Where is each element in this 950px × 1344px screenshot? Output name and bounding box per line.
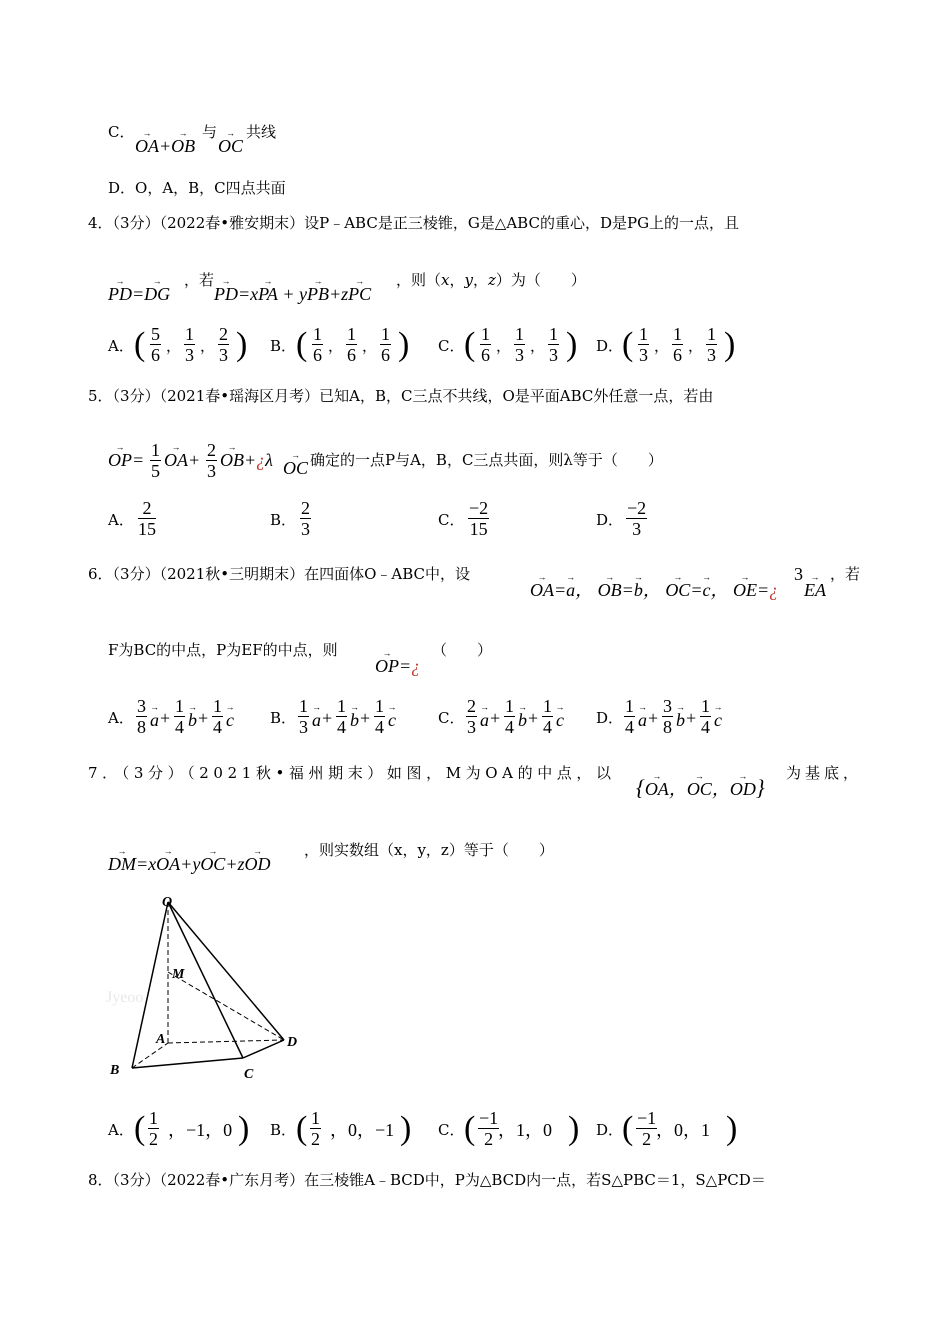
q7-frac bbox=[636, 1108, 657, 1149]
q6-vector-sym: → b bbox=[676, 710, 685, 730]
q5-frac-den: 3 bbox=[301, 519, 310, 539]
q6-frac bbox=[336, 696, 347, 737]
q6-vector-sym: → b bbox=[518, 710, 527, 730]
q7-paren-close: ) bbox=[568, 1110, 580, 1147]
q4-frac-num: 1 bbox=[549, 324, 558, 344]
q6-plus: + bbox=[322, 708, 333, 728]
q4-paren-open: ( bbox=[296, 326, 308, 363]
q4-frac-num: 1 bbox=[313, 324, 322, 344]
q6-frac-den: 3 bbox=[467, 717, 476, 737]
q6-frac-num: 1 bbox=[701, 696, 710, 716]
q5-frac-num: −2 bbox=[627, 498, 647, 518]
q6-option-label: D． bbox=[596, 709, 624, 727]
q4-frac-den: 3 bbox=[185, 345, 194, 365]
q6-option-label: B． bbox=[270, 709, 297, 727]
q6-defs: → OA=→ a， → OB=→ b， → OC=→ c， → OE=¿ bbox=[530, 580, 778, 600]
q5-vec-oa: → OA+ bbox=[164, 450, 200, 470]
q6-frac-num: 1 bbox=[505, 696, 514, 716]
q5-option-label: B． bbox=[270, 511, 297, 529]
q4-frac bbox=[312, 324, 323, 365]
q4-frac bbox=[184, 324, 195, 365]
q6-three: 3 bbox=[794, 564, 803, 584]
q5-frac bbox=[138, 498, 156, 539]
q6-vector-b bbox=[188, 710, 197, 730]
q6-op: → OP=¿ bbox=[375, 656, 420, 676]
q7-frac-den: 2 bbox=[642, 1129, 652, 1149]
q7-frac bbox=[148, 1108, 159, 1149]
q5-frac-den: 15 bbox=[469, 519, 488, 539]
q6-vector-b bbox=[350, 710, 359, 730]
q7-frac-den: 2 bbox=[311, 1129, 320, 1149]
q6-frac bbox=[174, 696, 185, 737]
q7-frac-num: 1 bbox=[149, 1108, 158, 1128]
q6-vector-a bbox=[638, 710, 647, 730]
q4-stem: 4．（3分）（2022春•雅安期末）设P﹣ABC是正三棱锥，G是△ABC的重心，D是PG上的一点，且 bbox=[88, 214, 740, 232]
q4-frac-num: 1 bbox=[481, 324, 490, 344]
q6-frac-num: 2 bbox=[467, 696, 476, 716]
q4-paren-open: ( bbox=[134, 326, 146, 363]
q6-vec-ea: → EA bbox=[804, 580, 826, 600]
q4-comma: ， bbox=[654, 337, 670, 355]
q6-vector-b bbox=[676, 710, 685, 730]
q4-frac bbox=[672, 324, 683, 365]
q4-paren-close: ) bbox=[566, 326, 578, 363]
q7-paren-close: ) bbox=[726, 1110, 738, 1147]
q6-frac bbox=[624, 696, 635, 737]
q7-stem: 7．（3分）（2021秋•福州期末）如图，M为OA的中点，以 bbox=[88, 764, 616, 782]
q4-condition-expr: → PD=x→ PA + y→ PB+z→ PC bbox=[214, 284, 371, 304]
q4-comma: ， bbox=[328, 337, 344, 355]
q4-frac-den: 3 bbox=[639, 345, 648, 365]
q7-frac-num: 1 bbox=[311, 1108, 320, 1128]
q5-vec-ob: → OB+¿λ bbox=[220, 450, 273, 470]
q6-frac-num: 1 bbox=[213, 696, 222, 716]
q6-plus: + bbox=[648, 708, 659, 728]
q3-option-d: D．O，A，B，C四点共面 bbox=[108, 179, 286, 197]
q7-label-d: D bbox=[287, 1035, 298, 1050]
q4-frac bbox=[380, 324, 391, 365]
q4-frac-den: 3 bbox=[549, 345, 558, 365]
q6-frac bbox=[298, 696, 309, 737]
q4-paren-close: ) bbox=[236, 326, 248, 363]
q5-option-label: D． bbox=[596, 511, 624, 529]
q4-comma: ， bbox=[166, 337, 182, 355]
q5-option-label: C． bbox=[438, 511, 465, 529]
q4-option-label: C． bbox=[438, 337, 465, 355]
q5-frac-num: 2 bbox=[301, 498, 310, 518]
q6-vector-a bbox=[480, 710, 489, 730]
q4-frac-den: 3 bbox=[219, 345, 228, 365]
q3-option-c: C． bbox=[108, 123, 135, 141]
q7-basis: {→ OA，→ OC，→ OD} bbox=[636, 778, 765, 799]
q6-frac-den: 4 bbox=[701, 717, 710, 737]
q4-paren-close: ) bbox=[724, 326, 736, 363]
q4-frac-den: 6 bbox=[151, 345, 160, 365]
q7-paren-open: ( bbox=[134, 1110, 146, 1147]
q6-vector-sym: → a bbox=[150, 710, 159, 730]
q4-frac-den: 6 bbox=[347, 345, 356, 365]
q7-label-b: B bbox=[110, 1063, 120, 1078]
q7-option-label: B． bbox=[270, 1121, 297, 1139]
q6-plus: + bbox=[360, 708, 371, 728]
q4-frac bbox=[346, 324, 357, 365]
q4-frac-num: 1 bbox=[381, 324, 390, 344]
q4-frac-num: 1 bbox=[347, 324, 356, 344]
q6-frac-den: 4 bbox=[505, 717, 514, 737]
q4-comma: ， bbox=[200, 337, 216, 355]
q6-frac bbox=[374, 696, 385, 737]
q4-paren-open: ( bbox=[464, 326, 476, 363]
q6-frac-den: 4 bbox=[175, 717, 184, 737]
q5-condition-lhs: → OP= bbox=[108, 450, 144, 470]
q6-stem-end: ，若 bbox=[830, 565, 861, 583]
q4-condition: → PD=→ DG bbox=[108, 284, 170, 304]
q6-frac bbox=[504, 696, 515, 737]
q6-vector-c bbox=[226, 710, 234, 730]
q6-vector-sym: → a bbox=[638, 710, 647, 730]
q6-frac bbox=[212, 696, 223, 737]
q6-vector-sym: → c bbox=[388, 710, 396, 730]
q6-vector-sym: → a bbox=[480, 710, 489, 730]
q6-option-label: A． bbox=[108, 709, 134, 727]
q5-frac bbox=[468, 498, 489, 539]
q6-option-label: C． bbox=[438, 709, 465, 727]
q4-paren-close: ) bbox=[398, 326, 410, 363]
q7-stem-end: 为基底， bbox=[786, 764, 863, 782]
q5-frac-den: 15 bbox=[138, 519, 156, 539]
q4-comma: ， bbox=[688, 337, 704, 355]
q6-vector-c bbox=[556, 710, 564, 730]
q6-frac-num: 1 bbox=[299, 696, 308, 716]
q6-vector-b bbox=[518, 710, 527, 730]
q7-line2: ，则实数组（x，y，z）等于（ ） bbox=[304, 841, 554, 859]
q7-rest: ，0，1 bbox=[656, 1120, 710, 1140]
q7-frac-num: −1 bbox=[637, 1108, 657, 1128]
q6-frac-num: 1 bbox=[175, 696, 184, 716]
q7-frac bbox=[478, 1108, 499, 1149]
q7-paren-close: ) bbox=[238, 1110, 250, 1147]
q4-frac-num: 1 bbox=[639, 324, 648, 344]
q4-comma: ， bbox=[530, 337, 546, 355]
q5-frac-1: 1 5 bbox=[151, 440, 160, 481]
q4-frac-den: 6 bbox=[481, 345, 490, 365]
q6-vector-a bbox=[312, 710, 321, 730]
q4-frac bbox=[548, 324, 559, 365]
q7-watermark: Jyeoo bbox=[106, 989, 144, 1006]
q4-frac-num: 1 bbox=[673, 324, 682, 344]
q7-label-o: O bbox=[162, 895, 173, 910]
q6-frac-den: 8 bbox=[137, 717, 146, 737]
q7-option-label: D． bbox=[596, 1121, 624, 1139]
q4-frac-den: 3 bbox=[515, 345, 524, 365]
q6-vector-sym: → c bbox=[226, 710, 234, 730]
q4-condition-end: ，则（x，y，z）为（ ） bbox=[396, 271, 586, 289]
q4-frac-num: 5 bbox=[151, 324, 160, 344]
q7-frac-den: 2 bbox=[484, 1129, 494, 1149]
q3-option-c-expr: → OA+→ OB bbox=[135, 136, 195, 156]
q7-label-m: M bbox=[172, 967, 185, 982]
q6-vector-sym: → c bbox=[714, 710, 722, 730]
q6-frac-num: 1 bbox=[375, 696, 384, 716]
q7-paren-open: ( bbox=[464, 1110, 476, 1147]
q7-rest: ，−1，0 bbox=[168, 1120, 233, 1140]
q6-vector-a bbox=[150, 710, 159, 730]
q5-option-label: A． bbox=[108, 511, 134, 529]
q6-frac-den: 4 bbox=[375, 717, 384, 737]
q4-frac bbox=[514, 324, 525, 365]
q4-frac-den: 6 bbox=[673, 345, 682, 365]
q4-frac-num: 2 bbox=[219, 324, 228, 344]
q6-plus: + bbox=[198, 708, 209, 728]
q4-frac-num: 1 bbox=[515, 324, 524, 344]
q4-comma: ， bbox=[496, 337, 512, 355]
q6-frac-num: 3 bbox=[137, 696, 146, 716]
q7-rest: ，1，0 bbox=[498, 1120, 552, 1140]
q6-frac bbox=[466, 696, 477, 737]
q7-paren-open: ( bbox=[296, 1110, 308, 1147]
q3-option-c-tail: 共线 bbox=[246, 123, 277, 141]
q4-frac bbox=[706, 324, 717, 365]
q4-frac-den: 6 bbox=[381, 345, 390, 365]
q3-option-c-mid: 与 bbox=[202, 123, 218, 141]
q6-frac-num: 1 bbox=[337, 696, 346, 716]
q6-frac-num: 1 bbox=[625, 696, 634, 716]
q7-expr: → DM=x→ OA+y→ OC+z→ OD bbox=[108, 854, 271, 874]
q5-frac-num: 2 bbox=[138, 498, 156, 519]
q4-frac bbox=[218, 324, 229, 365]
q4-frac-num: 1 bbox=[707, 324, 716, 344]
q6-plus: + bbox=[490, 708, 501, 728]
q6-frac-den: 4 bbox=[337, 717, 346, 737]
q5-vec-oc: → OC bbox=[283, 458, 308, 478]
q4-frac-den: 6 bbox=[313, 345, 322, 365]
q4-paren-open: ( bbox=[622, 326, 634, 363]
q6-frac-den: 3 bbox=[299, 717, 308, 737]
q7-option-label: A． bbox=[108, 1121, 134, 1139]
q6-vector-sym: → b bbox=[188, 710, 197, 730]
q8-stem: 8．（3分）（2022春•广东月考）在三棱锥A﹣BCD中，P为△BCD内一点，若S△PBC＝1，S△PCD＝ bbox=[88, 1171, 766, 1189]
q6-frac bbox=[136, 696, 147, 737]
q5-stem: 5．（3分）（2021春•瑶海区月考）已知A，B，C三点不共线，O是平面ABC外任意一点，若由 bbox=[88, 387, 714, 405]
q6-line2-end: （ ） bbox=[432, 641, 493, 659]
q3-option-c-vec: → OC bbox=[218, 136, 243, 156]
q4-frac-den: 3 bbox=[707, 345, 716, 365]
q7-frac-num: −1 bbox=[479, 1108, 499, 1128]
q7-frac bbox=[310, 1108, 321, 1149]
q7-option-label: C． bbox=[438, 1121, 465, 1139]
q6-vector-sym: → c bbox=[556, 710, 564, 730]
q6-vector-c bbox=[388, 710, 396, 730]
q4-frac bbox=[638, 324, 649, 365]
q5-frac bbox=[626, 498, 647, 539]
q5-frac-2: 2 3 bbox=[207, 440, 216, 481]
q5-frac bbox=[300, 498, 311, 539]
q6-vector-sym: → a bbox=[312, 710, 321, 730]
q4-frac bbox=[480, 324, 491, 365]
q7-figure bbox=[100, 888, 320, 1088]
q6-stem: 6．（3分）（2021秋•三明期末）在四面体O﹣ABC中，设 bbox=[88, 565, 471, 583]
q6-frac bbox=[542, 696, 553, 737]
q7-rest: ，0，−1 bbox=[330, 1120, 395, 1140]
q6-frac-den: 8 bbox=[663, 717, 672, 737]
q6-frac-num: 3 bbox=[663, 696, 672, 716]
q4-option-label: D． bbox=[596, 337, 624, 355]
q5-frac-num: −2 bbox=[469, 498, 489, 518]
q5-frac-den: 3 bbox=[632, 519, 642, 539]
q6-plus: + bbox=[160, 708, 171, 728]
q4-option-label: A． bbox=[108, 337, 134, 355]
q4-frac bbox=[150, 324, 161, 365]
q6-frac-den: 4 bbox=[213, 717, 222, 737]
q7-paren-open: ( bbox=[622, 1110, 634, 1147]
q7-frac-den: 2 bbox=[149, 1129, 158, 1149]
q6-vector-sym: → b bbox=[350, 710, 359, 730]
q6-line2: F为BC的中点，P为EF的中点，则 bbox=[108, 641, 338, 659]
q7-paren-close: ) bbox=[400, 1110, 412, 1147]
q6-plus: + bbox=[528, 708, 539, 728]
q4-condition-ruo: ，若 bbox=[184, 271, 215, 289]
q7-label-a: A bbox=[156, 1032, 166, 1047]
q4-frac-num: 1 bbox=[185, 324, 194, 344]
q4-comma: ， bbox=[362, 337, 378, 355]
q6-frac bbox=[662, 696, 673, 737]
q5-condition: 确定的一点P与A，B，C三点共面，则λ等于（ ） bbox=[310, 451, 663, 469]
q6-frac-den: 4 bbox=[625, 717, 634, 737]
q6-vector-c bbox=[714, 710, 722, 730]
q6-frac bbox=[700, 696, 711, 737]
q4-option-label: B． bbox=[270, 337, 297, 355]
q7-label-c: C bbox=[244, 1067, 254, 1082]
q6-frac-num: 1 bbox=[543, 696, 552, 716]
q6-frac-den: 4 bbox=[543, 717, 552, 737]
q6-plus: + bbox=[686, 708, 697, 728]
